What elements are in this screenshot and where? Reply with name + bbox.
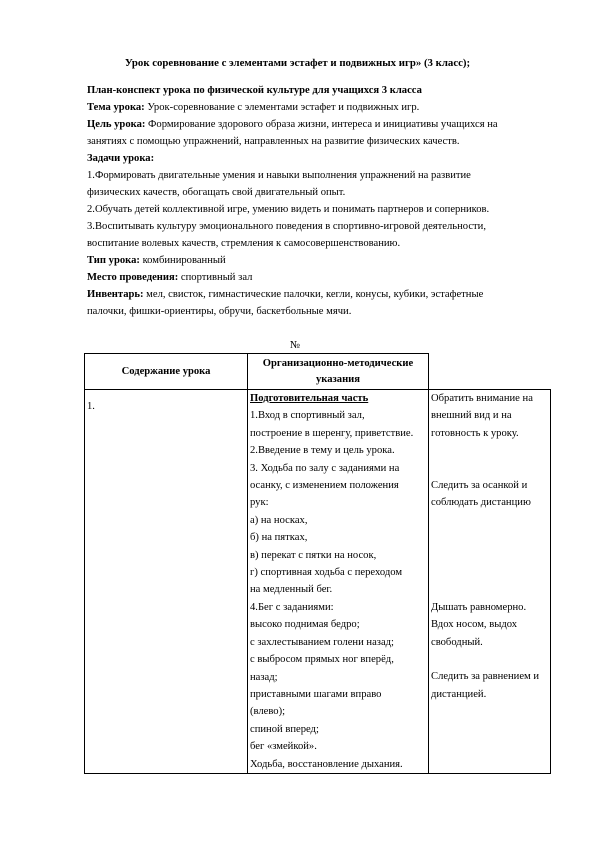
content-line: приставными шагами вправо [250, 688, 382, 700]
content-line: осанку, с изменением положения [250, 480, 399, 492]
task-1: 1.Формировать двигательные умения и навыки выполнения упражнений на развитие [87, 170, 471, 181]
note-line [431, 651, 548, 668]
header-methods-line-1: Организационно-методические [262, 357, 414, 369]
goal-text: Формирование здорового образа жизни, интереса и инициативы учащихся на [145, 119, 498, 130]
note-line: Следить за равнением и [431, 671, 540, 683]
content-line: 2.Введение в тему и цель урока. [250, 445, 395, 457]
table-header-row [85, 354, 551, 390]
content-line: (влево); [250, 706, 286, 718]
place-line [87, 269, 557, 286]
note-line: внешний вид и на [431, 410, 512, 422]
row-number: 1. [85, 390, 248, 774]
topic-text: Урок-соревнование с элементами эстафет и подвижных игр. [144, 102, 420, 113]
content-line: б) на пятках, [250, 532, 308, 544]
note-line [431, 529, 548, 546]
inventory-label: Инвентарь: [87, 289, 144, 300]
row-content [248, 390, 429, 774]
content-line: г) спортивная ходьба с переходом [250, 567, 403, 579]
lesson-intro [87, 82, 557, 320]
content-line: построение в шеренгу, приветствие. [250, 427, 414, 439]
note-line [431, 547, 548, 564]
content-line: с выбросом прямых ног вперёд, [250, 654, 394, 666]
part-title: Подготовительная часть [250, 393, 369, 404]
content-line: Ходьба, восстановление дыхания. [250, 758, 403, 770]
inventory-line [87, 286, 557, 303]
header-methods [248, 354, 429, 390]
type-label: Тип урока: [87, 255, 140, 266]
place-text: спортивный зал [178, 272, 253, 283]
topic-label: Тема урока: [87, 102, 145, 113]
note-line [431, 460, 548, 477]
note-line: Вдох носом, выдох [431, 619, 518, 631]
note-line: Обратить внимание на [431, 393, 533, 404]
task-3: 3.Воспитывать культуру эмоционального поведения в спортивно-игровой деятельности, [87, 221, 486, 232]
header-methods-line-2: указания [315, 373, 361, 385]
page-title: Урок соревнование с элементами эстафет и подвижных игр» (3 класс); [124, 57, 471, 69]
topic-line [87, 99, 557, 116]
note-line [431, 512, 548, 529]
note-line [431, 564, 548, 581]
content-line: 4.Бег с заданиями: [250, 601, 334, 613]
content-line: спиной вперед; [250, 723, 319, 735]
task-3-cont: воспитание волевых качеств, стремления к самосовершенствованию. [87, 238, 401, 249]
task-1-cont: физических качеств, обогащать свой двигательный опыт. [87, 187, 346, 198]
number-mark: № [290, 340, 301, 351]
header-empty [429, 354, 551, 390]
inventory-text: мел, свисток, гимнастические палочки, кегли, конусы, кубики, эстафетные [143, 289, 484, 300]
content-line: высоко поднимая бедро; [250, 619, 360, 631]
goal-label: Цель урока: [87, 119, 146, 130]
note-line: готовность к уроку. [431, 427, 519, 439]
note-lines [431, 390, 548, 703]
note-line [431, 581, 548, 598]
content-line: а) на носках, [250, 514, 308, 526]
tasks-heading: Задачи урока: [87, 153, 155, 164]
task-2: 2.Обучать детей коллективной игре, умению видеть и понимать партнеров и соперников. [87, 204, 490, 215]
note-line [431, 442, 548, 459]
table-row [85, 390, 551, 774]
content-line: бег «змейкой». [250, 741, 317, 753]
lesson-table [84, 353, 551, 774]
place-label: Место проведения: [87, 272, 179, 283]
row-notes [429, 390, 551, 774]
header-content: Содержание урока [85, 354, 248, 390]
inventory-line-2: палочки, фишки-ориентиры, обручи, баскетбольные мячи. [87, 306, 352, 317]
content-lines [250, 407, 426, 773]
content-line: 1.Вход в спортивный зал, [250, 410, 365, 422]
content-line: рук: [250, 497, 269, 509]
plan-heading: План-конспект урока по физической культуре для учащихся 3 класса [87, 85, 422, 96]
note-line: дистанцией. [431, 688, 487, 700]
goal-line [87, 116, 557, 133]
content-line: на медленный бег. [250, 584, 333, 596]
note-line: Дышать равномерно. [431, 601, 527, 613]
type-text: комбинированный [139, 255, 226, 266]
content-line: 3. Ходьба по залу с заданиями на [250, 462, 400, 474]
content-line: с захлестыванием голени назад; [250, 636, 394, 648]
content-line: назад; [250, 671, 278, 683]
note-line: свободный. [431, 636, 483, 648]
note-line: Следить за осанкой и [431, 480, 528, 491]
note-line: соблюдать дистанцию [431, 497, 531, 509]
type-line [87, 252, 557, 269]
content-line: в) перекат с пятки на носок, [250, 549, 377, 561]
goal-line-2: занятиях с помощью упражнений, направленных на развитие физических качеств. [87, 136, 460, 147]
